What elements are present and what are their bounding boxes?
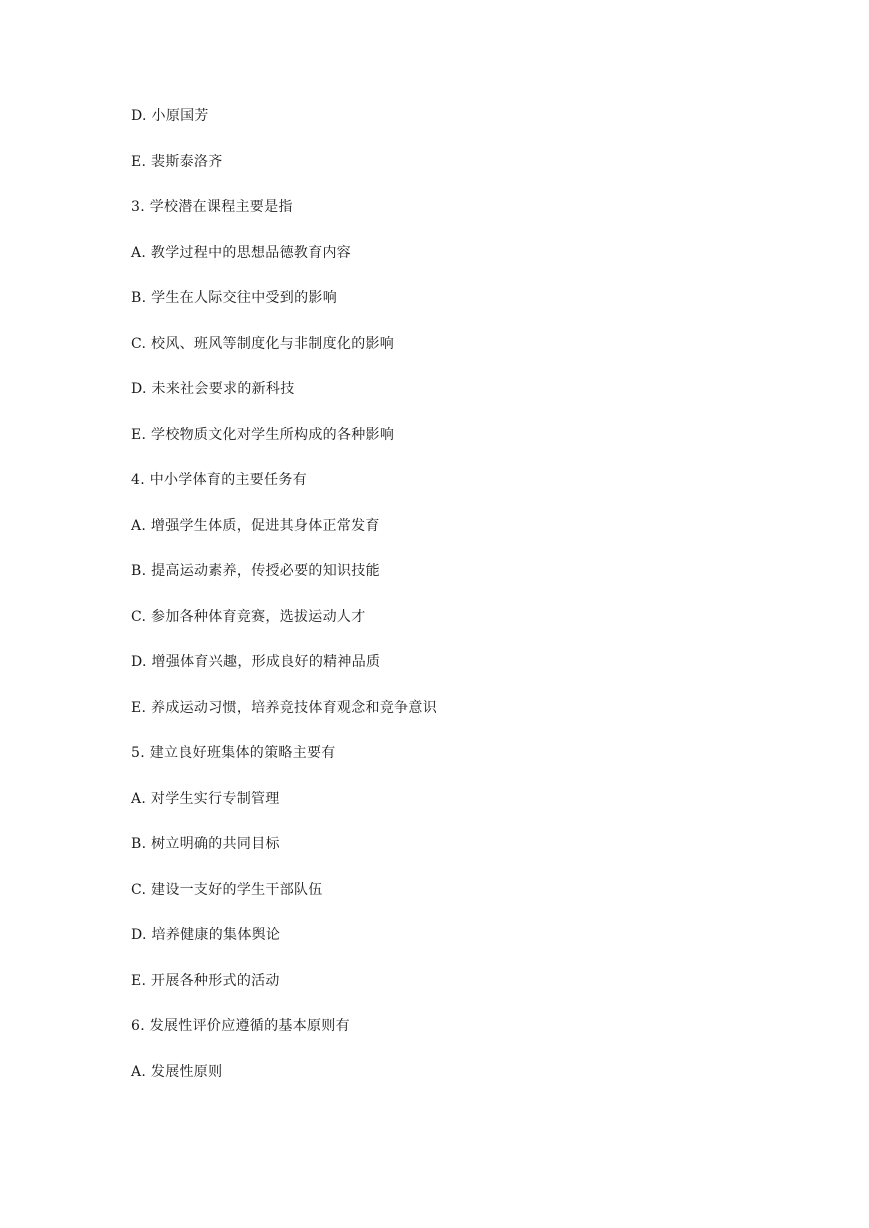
option-c-line: C. 参加各种体育竞赛，选拔运动人才: [131, 608, 366, 625]
option-c-line: C. 校风、班风等制度化与非制度化的影响: [131, 335, 395, 352]
question-list: [131, 104, 437, 1105]
option-b-line: B. 提高运动素养，传授必要的知识技能: [131, 563, 380, 579]
option-a-line: A. 教学过程中的思想品德教育内容: [131, 244, 352, 261]
option-d-line: D. 培养健康的集体舆论: [131, 927, 281, 943]
option-e-line: E. 学校物质文化对学生所构成的各种影响: [131, 426, 395, 443]
option-c-line: C. 建设一支好的学生干部队伍: [131, 881, 323, 898]
option-d-line: D. 未来社会要求的新科技: [131, 381, 295, 397]
option-b-line: B. 学生在人际交往中受到的影响: [131, 290, 337, 306]
option-a-line: A. 增强学生体质，促进其身体正常发育: [131, 517, 380, 534]
option-e-line: E. 养成运动习惯，培养竞技体育观念和竞争意识: [131, 699, 438, 716]
option-a-line: A. 发展性原则: [131, 1063, 223, 1080]
question-4-line: 4. 中小学体育的主要任务有: [131, 472, 308, 488]
option-d-line: D. 增强体育兴趣，形成良好的精神品质: [131, 654, 381, 670]
option-e-line: E. 开展各种形式的活动: [131, 972, 280, 989]
option-a-line: A. 对学生实行专制管理: [131, 790, 280, 807]
option-b-line: B. 树立明确的共同目标: [131, 836, 280, 852]
question-6-line: 6. 发展性评价应遵循的基本原则有: [131, 1018, 350, 1034]
option-e-line: E. 裴斯泰洛齐: [131, 153, 223, 170]
question-3-line: 3. 学校潜在课程主要是指: [131, 199, 293, 215]
question-5-line: 5. 建立良好班集体的策略主要有: [131, 745, 336, 761]
option-d-line: D. 小原国芳: [131, 108, 209, 124]
